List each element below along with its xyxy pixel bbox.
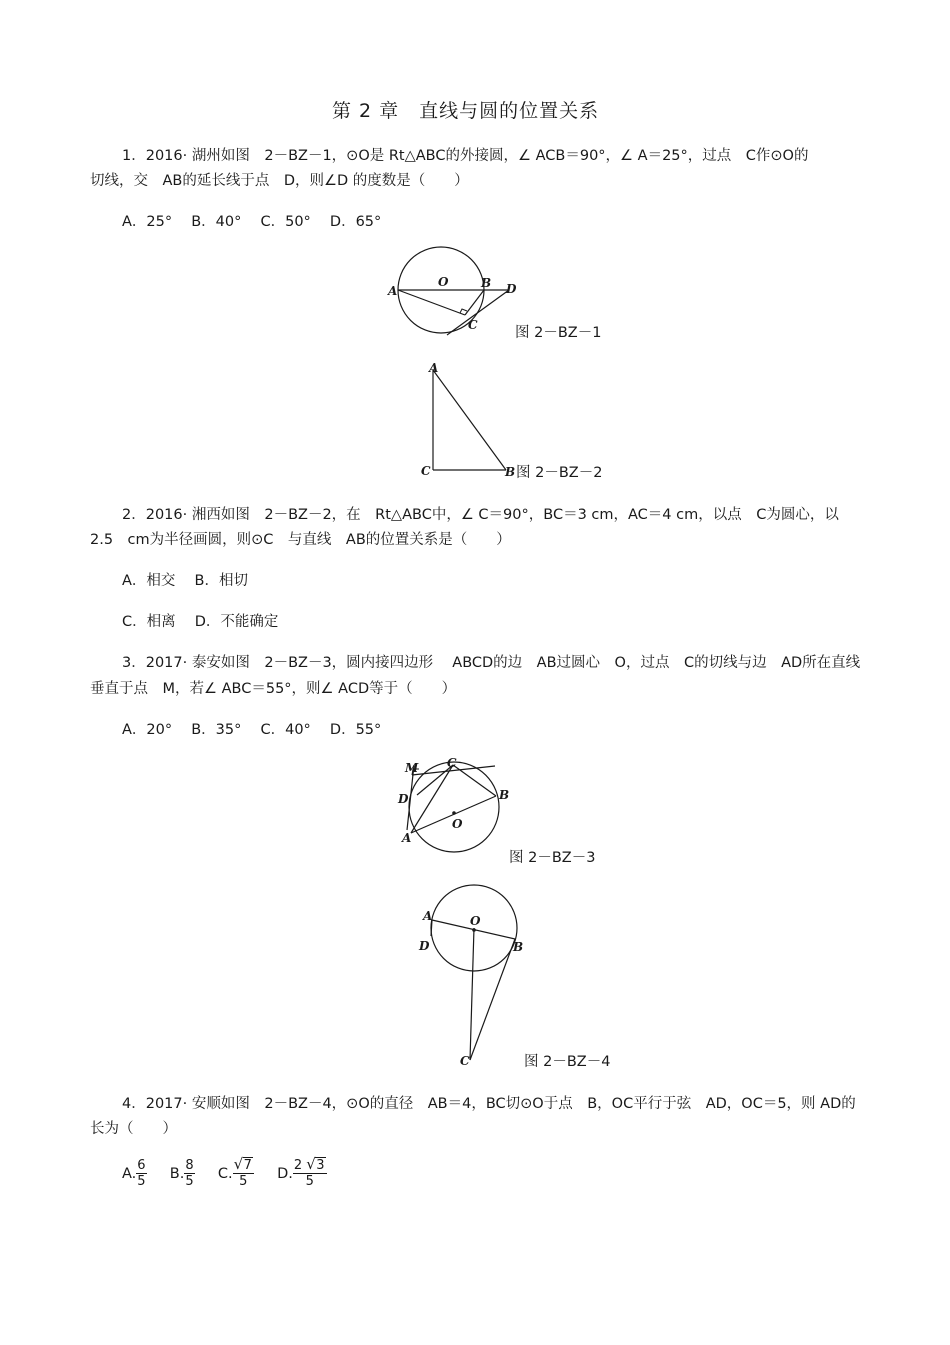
figure-2-bz-2 xyxy=(418,360,523,480)
q4-options xyxy=(122,1155,327,1189)
page-title: 第 2 章 直线与圆的位置关系 xyxy=(332,100,600,122)
q4-line2: 长为（ ） xyxy=(90,1121,177,1137)
fig3-label-o: O xyxy=(452,817,463,831)
q2-options-cd: C．相离 D．不能确定 xyxy=(122,614,279,630)
q2-line2: 2.5 cm为半径画圆，则⊙C 与直线 AB的位置关系是（ ） xyxy=(90,532,511,548)
fig2-caption: 图 2－BZ－2 xyxy=(516,465,603,481)
fig1-label-b: B xyxy=(481,276,492,290)
figure-2-bz-1 xyxy=(385,245,535,340)
q4-option-b: B. $\frac{8}{5}$ xyxy=(169,1158,194,1189)
figure-2-bz-3 xyxy=(390,755,510,865)
sqrt-icon: √ 3 xyxy=(306,1155,325,1173)
fig4-label-o: O xyxy=(470,914,481,928)
q4-option-d-fraction: 2 √ 3 5 xyxy=(293,1155,325,1189)
q4-option-c: C. √ 7 5 xyxy=(217,1155,252,1189)
fig1-label-a: A xyxy=(388,284,398,298)
q3-line2: 垂直于点 M，若∠ ABC＝55°，则∠ ACD等于（ ） xyxy=(90,681,457,697)
fig1-label-c: C xyxy=(468,318,478,332)
q2-options-ab: A．相交 B．相切 xyxy=(122,573,248,589)
fig3-label-d: D xyxy=(398,792,409,806)
q4-option-a-fraction: $\frac{6}{5}$ xyxy=(137,1158,146,1189)
sqrt-icon: √ 7 xyxy=(233,1155,252,1173)
fig3-label-c: C xyxy=(447,756,457,770)
q2-line1: 2．2016· 湘西如图 2－BZ－2，在 Rt△ABC中，∠ C＝90°，BC＝3 cm，AC＝4 cm，以点 C为圆心，以 xyxy=(122,507,839,523)
q3-options: A．20° B．35° C．40° D．55° xyxy=(122,722,382,738)
q4-line1: 4．2017· 安顺如图 2－BZ－4，⊙O的直径 AB＝4，BC切⊙O于点 B，OC平行于弦 AD，OC＝5，则 AD的 xyxy=(122,1096,856,1112)
fig3-caption: 图 2－BZ－3 xyxy=(509,850,596,866)
q3-line1: 3．2017· 泰安如图 2－BZ－3，圆内接四边形 ABCD的边 AB过圆心 O，过点 C的切线与边 AD所在直线 xyxy=(122,655,861,671)
fig4-label-d: D xyxy=(419,939,430,953)
q4-option-a: A. $\frac{6}{5}$ xyxy=(122,1158,146,1189)
q1-options: A．25° B．40° C．50° D．65° xyxy=(122,214,382,230)
fig4-label-c: C xyxy=(460,1054,470,1068)
figure-2-bz-4 xyxy=(415,880,530,1070)
fig2-label-c: C xyxy=(421,464,431,478)
fig3-label-b: B xyxy=(499,788,510,802)
fig3-label-m: M xyxy=(405,761,419,775)
fig1-caption: 图 2－BZ－1 xyxy=(515,325,602,341)
q4-option-c-fraction: √ 7 5 xyxy=(233,1155,252,1189)
q1-line1: 1．2016· 湖州如图 2－BZ－1，⊙O是 Rt△ABC的外接圆，∠ ACB＝90°，∠ A＝25°，过点 C作⊙O的 xyxy=(122,148,809,164)
fig4-label-a: A xyxy=(423,909,433,923)
fig1-label-d: D xyxy=(506,282,517,296)
fig2-label-b: B xyxy=(505,465,516,479)
fig1-label-o: O xyxy=(438,275,449,289)
fig3-label-a: A xyxy=(402,831,412,845)
q4-option-d: D. 2 √ 3 5 xyxy=(277,1155,325,1189)
q4-option-b-fraction: $\frac{8}{5}$ xyxy=(185,1158,194,1189)
q1-line2: 切线，交 AB的延长线于点 D，则∠D 的度数是（ ） xyxy=(90,173,469,189)
fig4-caption: 图 2－BZ－4 xyxy=(524,1054,611,1070)
fig4-label-b: B xyxy=(513,940,524,954)
fig2-label-a: A xyxy=(429,361,439,375)
